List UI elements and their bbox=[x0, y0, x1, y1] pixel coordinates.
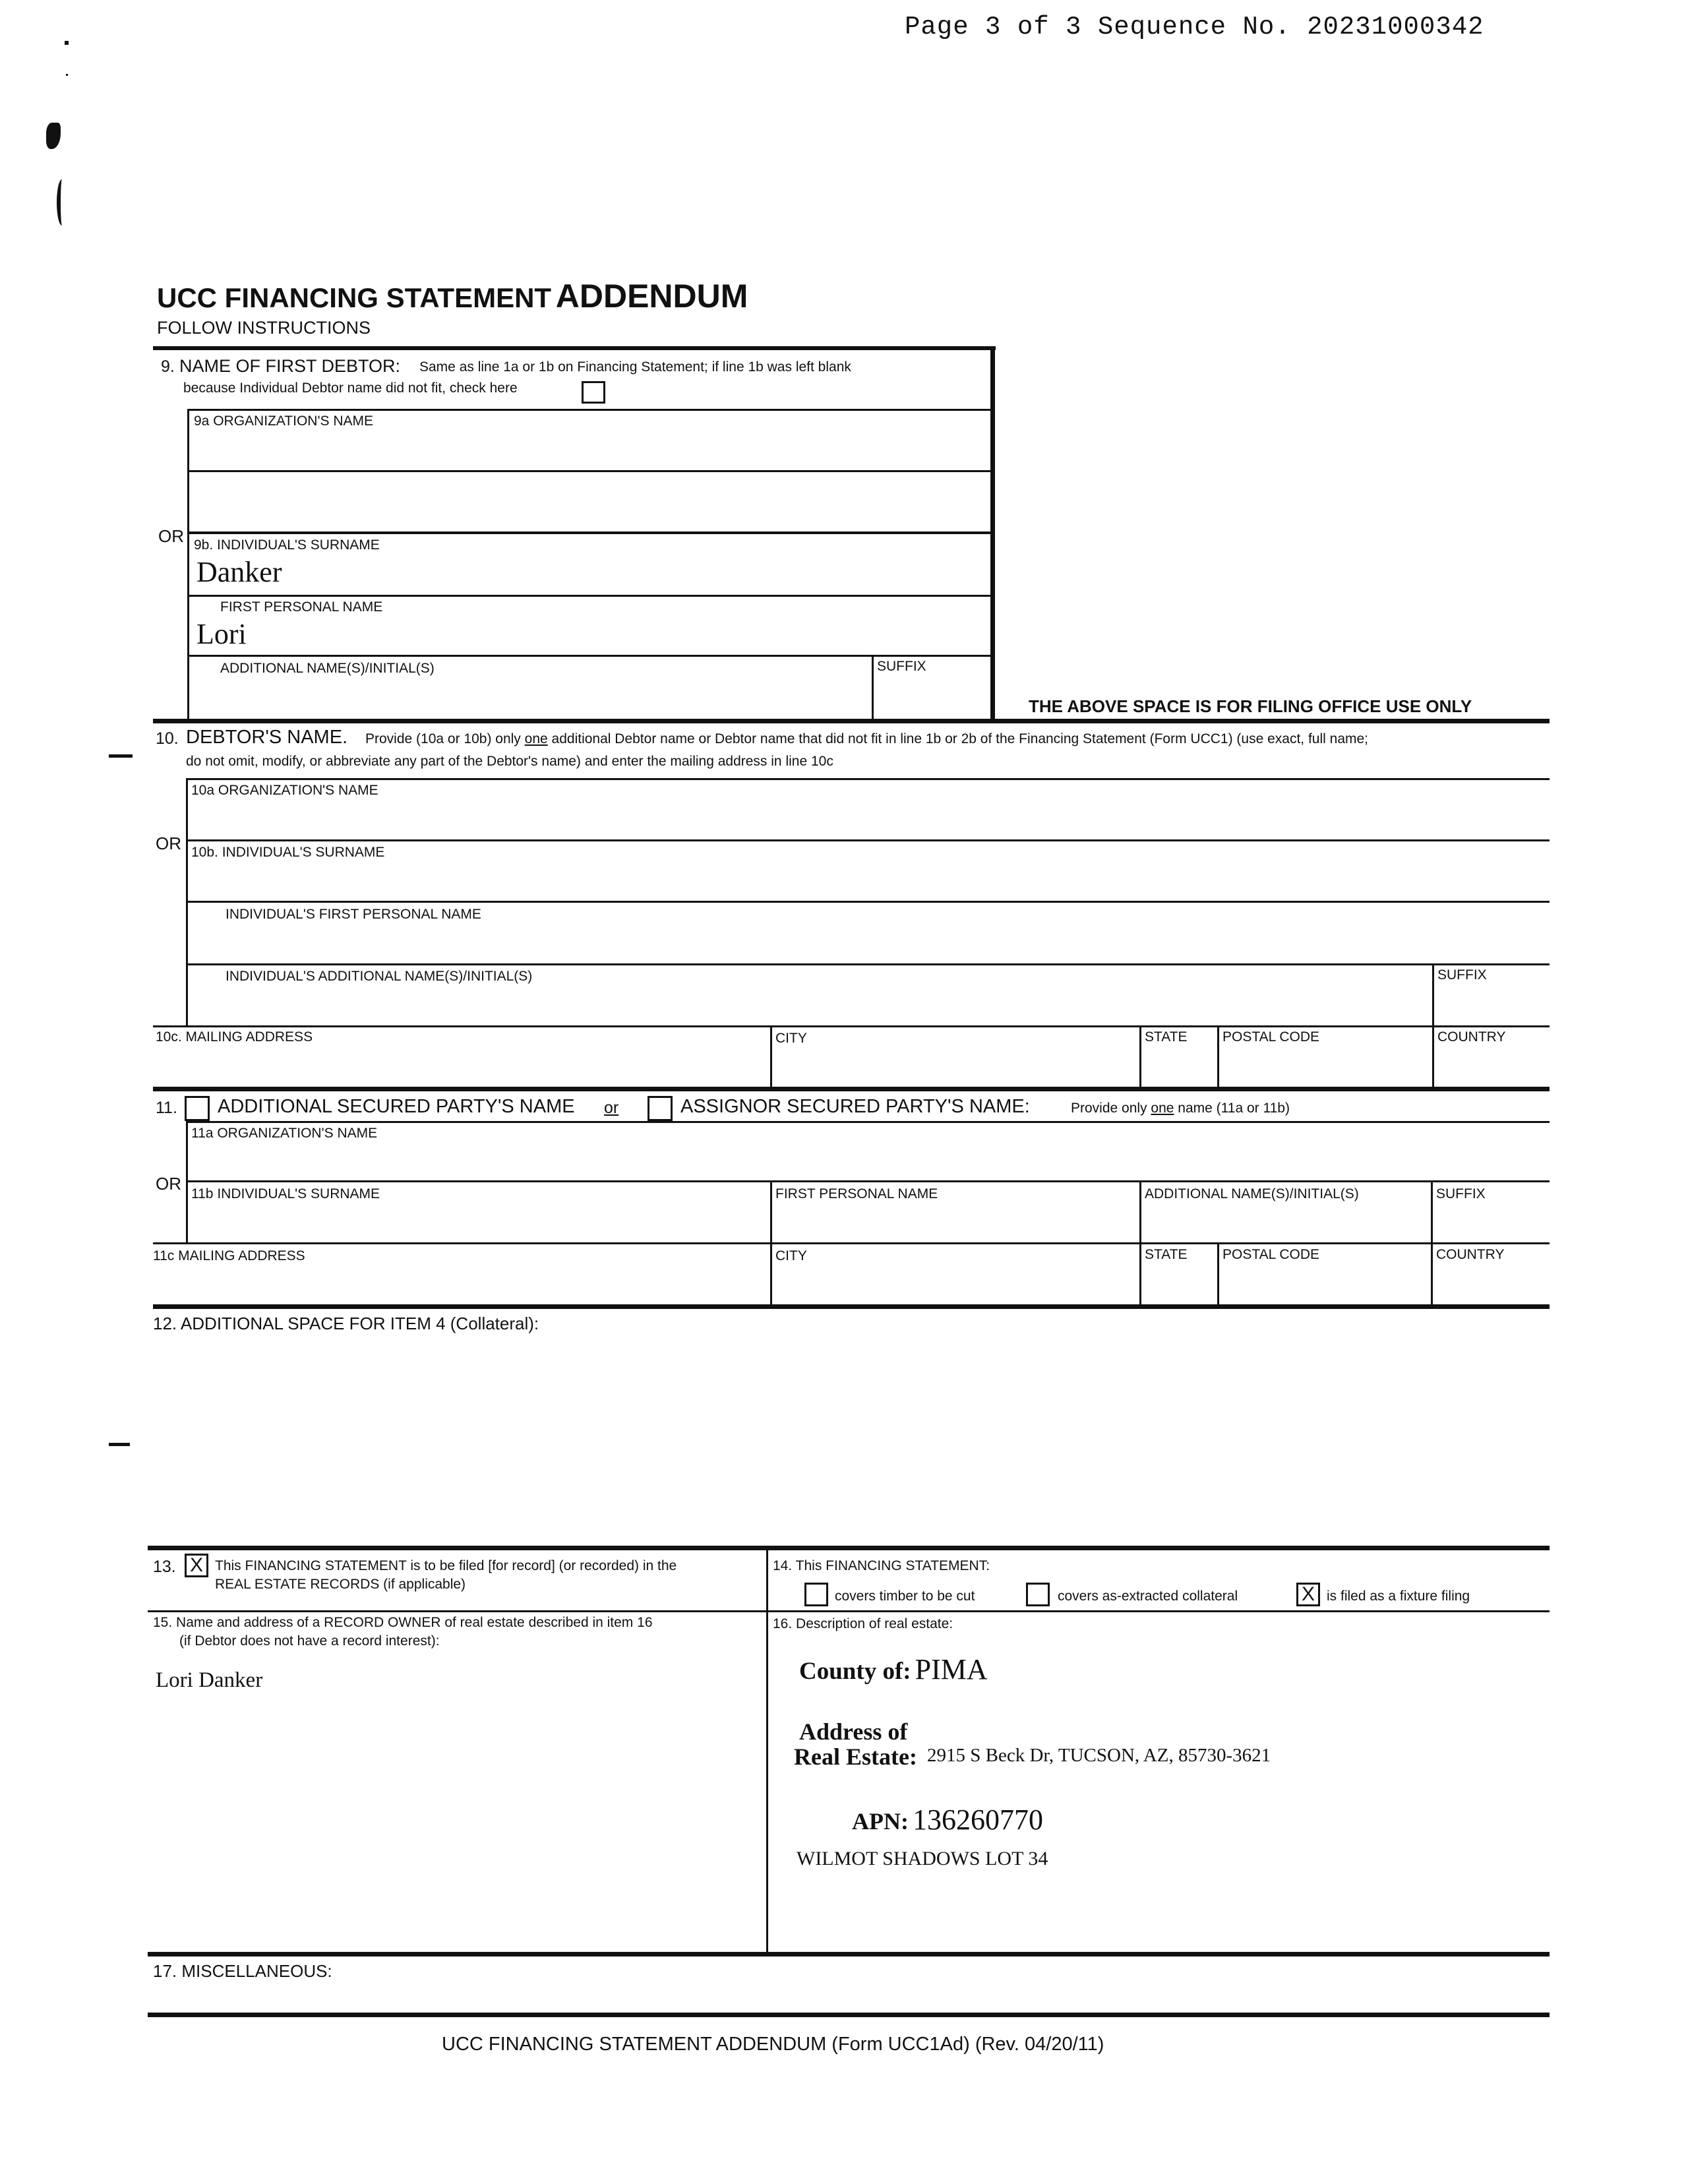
item9-top-rule bbox=[153, 346, 996, 350]
item14-label: 14. This FINANCING STATEMENT: bbox=[773, 1558, 990, 1573]
item9-first-name-label: FIRST PERSONAL NAME bbox=[220, 599, 383, 615]
item10-country-label: COUNTRY bbox=[1437, 1029, 1506, 1045]
item10-postal-label: POSTAL CODE bbox=[1222, 1029, 1320, 1045]
item14-timber-label: covers timber to be cut bbox=[835, 1589, 975, 1604]
form-title-part2: ADDENDUM bbox=[555, 278, 748, 315]
rule bbox=[1217, 1025, 1219, 1089]
item11-city-label: CITY bbox=[775, 1248, 807, 1263]
item11c-label: 11c MAILING ADDRESS bbox=[153, 1248, 305, 1263]
item9-number: 9. bbox=[161, 357, 175, 376]
item9b-surname-value[interactable]: Danker bbox=[196, 556, 282, 588]
item10-heading: DEBTOR'S NAME. bbox=[186, 727, 348, 748]
item15-line2: (if Debtor does not have a record interest): bbox=[179, 1633, 440, 1649]
item11-first-name-label: FIRST PERSONAL NAME bbox=[775, 1186, 938, 1201]
item11-additional-names-label: ADDITIONAL NAME(S)/INITIAL(S) bbox=[1145, 1186, 1359, 1201]
rule bbox=[1432, 963, 1434, 1027]
form-title bbox=[157, 280, 748, 313]
item16-county bbox=[799, 1655, 988, 1684]
item16-address-value[interactable]: 2915 S Beck Dr, TUCSON, AZ, 85730-3621 bbox=[927, 1745, 1271, 1766]
scan-mark bbox=[57, 179, 67, 226]
item14-extracted-checkbox[interactable] bbox=[1026, 1583, 1050, 1606]
rule bbox=[872, 655, 874, 721]
item13-number: 13. bbox=[153, 1558, 176, 1576]
rule bbox=[186, 1180, 1550, 1182]
item10a-label: 10a ORGANIZATION'S NAME bbox=[191, 783, 378, 798]
item11-additional-checkbox[interactable] bbox=[185, 1096, 210, 1121]
item10-instruction-one: one bbox=[524, 731, 548, 746]
item11-suffix-label: SUFFIX bbox=[1436, 1186, 1486, 1201]
follow-instructions: FOLLOW INSTRUCTIONS bbox=[157, 318, 371, 338]
item9-additional-label: ADDITIONAL NAME(S)/INITIAL(S) bbox=[220, 661, 435, 676]
rule bbox=[187, 531, 992, 534]
item10-first-name-label: INDIVIDUAL'S FIRST PERSONAL NAME bbox=[226, 907, 481, 922]
item13-line2: REAL ESTATE RECORDS (if applicable) bbox=[215, 1577, 466, 1592]
item13-line1: This FINANCING STATEMENT is to be filed [for record] (or recorded) in the bbox=[215, 1558, 677, 1573]
item10-top-rule bbox=[153, 719, 1550, 723]
item14-fixture-label: is filed as a fixture filing bbox=[1327, 1589, 1470, 1604]
item10c-label: 10c. MAILING ADDRESS bbox=[156, 1029, 313, 1045]
item11-top-rule bbox=[153, 1087, 1550, 1091]
item9a-label: 9a ORGANIZATION'S NAME bbox=[194, 413, 373, 429]
item10-or: OR bbox=[156, 834, 181, 853]
item11-assignor-checkbox[interactable] bbox=[648, 1096, 673, 1121]
rule bbox=[186, 1121, 188, 1244]
rule bbox=[187, 409, 189, 721]
item14-fixture-checkbox[interactable]: X bbox=[1296, 1583, 1320, 1606]
rule bbox=[187, 595, 992, 597]
form-title-part1: UCC FINANCING STATEMENT bbox=[157, 282, 552, 313]
item16-apn-label: APN: bbox=[852, 1808, 909, 1835]
item12-top-rule bbox=[153, 1304, 1550, 1309]
item9-heading: NAME OF FIRST DEBTOR: bbox=[179, 356, 401, 376]
filing-office-note: THE ABOVE SPACE IS FOR FILING OFFICE USE ONLY bbox=[1029, 696, 1472, 716]
item10-number: 10. bbox=[156, 729, 179, 748]
item11-assignor-label: ASSIGNOR SECURED PARTY'S NAME: bbox=[680, 1096, 1030, 1117]
item13-checkbox[interactable]: X bbox=[185, 1554, 208, 1577]
page-sequence-header: Page 3 of 3 Sequence No. 20231000342 bbox=[905, 13, 1484, 42]
rule bbox=[187, 409, 992, 411]
rule bbox=[187, 470, 992, 472]
item11-or-word: or bbox=[604, 1099, 619, 1117]
item11a-label: 11a ORGANIZATION'S NAME bbox=[191, 1126, 378, 1141]
item16-apn bbox=[852, 1805, 1043, 1835]
item10-instruction-2: do not omit, modify, or abbreviate any part of the Debtor's name) and enter the mailing address in line 10c bbox=[186, 754, 833, 769]
rule bbox=[186, 839, 1550, 841]
item16-county-value[interactable]: PIMA bbox=[915, 1653, 988, 1685]
item10-city-label: CITY bbox=[775, 1031, 807, 1046]
item9-check-here-checkbox[interactable] bbox=[582, 381, 605, 404]
item15-line1: 15. Name and address of a RECORD OWNER of real estate described in item 16 bbox=[153, 1615, 653, 1630]
item16-legal-description[interactable]: WILMOT SHADOWS LOT 34 bbox=[797, 1848, 1048, 1869]
item10-instruction-a: Provide (10a or 10b) only bbox=[365, 731, 521, 746]
scan-mark bbox=[46, 123, 61, 149]
item10-additional-label: INDIVIDUAL'S ADDITIONAL NAME(S)/INITIAL(S) bbox=[226, 969, 533, 984]
item16-apn-value[interactable]: 136260770 bbox=[912, 1804, 1043, 1836]
item10-suffix-label: SUFFIX bbox=[1437, 967, 1487, 983]
rule bbox=[186, 778, 1550, 780]
item11-postal-label: POSTAL CODE bbox=[1222, 1247, 1320, 1262]
item17-label: 17. MISCELLANEOUS: bbox=[153, 1961, 332, 1981]
item12-label: 12. ADDITIONAL SPACE FOR ITEM 4 (Collateral): bbox=[153, 1314, 539, 1333]
scan-mark bbox=[109, 1443, 130, 1446]
rule bbox=[1217, 1242, 1219, 1306]
rule bbox=[186, 778, 188, 1027]
item11-additional-label: ADDITIONAL SECURED PARTY'S NAME bbox=[218, 1096, 575, 1117]
item9-suffix-label: SUFFIX bbox=[877, 659, 926, 674]
item16-address-label-2: Real Estate: bbox=[794, 1744, 917, 1770]
rule bbox=[1139, 1025, 1141, 1089]
item10-instruction bbox=[365, 732, 1368, 746]
item13-top-rule bbox=[148, 1546, 1550, 1550]
rule bbox=[770, 1025, 772, 1089]
item14-timber-checkbox[interactable] bbox=[804, 1583, 828, 1606]
rule bbox=[153, 1025, 1550, 1027]
rule bbox=[1432, 1025, 1434, 1089]
item13-14-divider bbox=[766, 1546, 768, 1955]
item9b-label: 9b. INDIVIDUAL'S SURNAME bbox=[194, 537, 380, 553]
item17-top-rule bbox=[148, 1952, 1550, 1957]
item11-provide bbox=[1071, 1101, 1290, 1115]
item11-country-label: COUNTRY bbox=[1436, 1247, 1505, 1262]
item11-provide-one: one bbox=[1151, 1101, 1174, 1116]
item14-extracted-label: covers as-extracted collateral bbox=[1058, 1589, 1238, 1604]
scan-mark bbox=[65, 41, 69, 45]
item16-county-label: County of: bbox=[799, 1658, 911, 1685]
rule bbox=[186, 1121, 1550, 1123]
item16-label: 16. Description of real estate: bbox=[773, 1616, 953, 1631]
item9-first-name-value[interactable]: Lori bbox=[196, 618, 247, 650]
item9-or: OR bbox=[158, 526, 184, 546]
rule bbox=[186, 901, 1550, 903]
scan-mark bbox=[66, 74, 68, 76]
bottom-rule bbox=[148, 2013, 1550, 2017]
rule bbox=[186, 963, 1550, 965]
form-footer: UCC FINANCING STATEMENT ADDENDUM (Form UCC1Ad) (Rev. 04/20/11) bbox=[442, 2034, 1104, 2055]
item11-provide-a: Provide only bbox=[1071, 1101, 1147, 1116]
item11-or: OR bbox=[156, 1174, 181, 1194]
rule bbox=[187, 655, 992, 657]
item9-instruction-2: because Individual Debtor name did not fit, check here bbox=[183, 380, 518, 396]
scan-mark bbox=[109, 754, 133, 758]
item11-provide-b: name (11a or 11b) bbox=[1178, 1101, 1290, 1116]
item11-state-label: STATE bbox=[1145, 1247, 1188, 1262]
item15-record-owner-value[interactable]: Lori Danker bbox=[156, 1668, 263, 1692]
rule bbox=[148, 1610, 1550, 1612]
item16-address-label-1: Address of bbox=[799, 1718, 908, 1745]
item11b-label: 11b INDIVIDUAL'S SURNAME bbox=[191, 1186, 380, 1201]
item10b-label: 10b. INDIVIDUAL'S SURNAME bbox=[191, 845, 385, 860]
rule bbox=[153, 1242, 1550, 1244]
item10-state-label: STATE bbox=[1145, 1029, 1188, 1045]
item9-instruction-1: Same as line 1a or 1b on Financing Statement; if line 1b was left blank bbox=[419, 359, 851, 375]
item10-instruction-b: additional Debtor name or Debtor name that did not fit in line 1b or 2b of the Financing Statement (Form UCC1) (use exact, full name; bbox=[551, 731, 1369, 746]
item11-number: 11. bbox=[156, 1099, 177, 1117]
